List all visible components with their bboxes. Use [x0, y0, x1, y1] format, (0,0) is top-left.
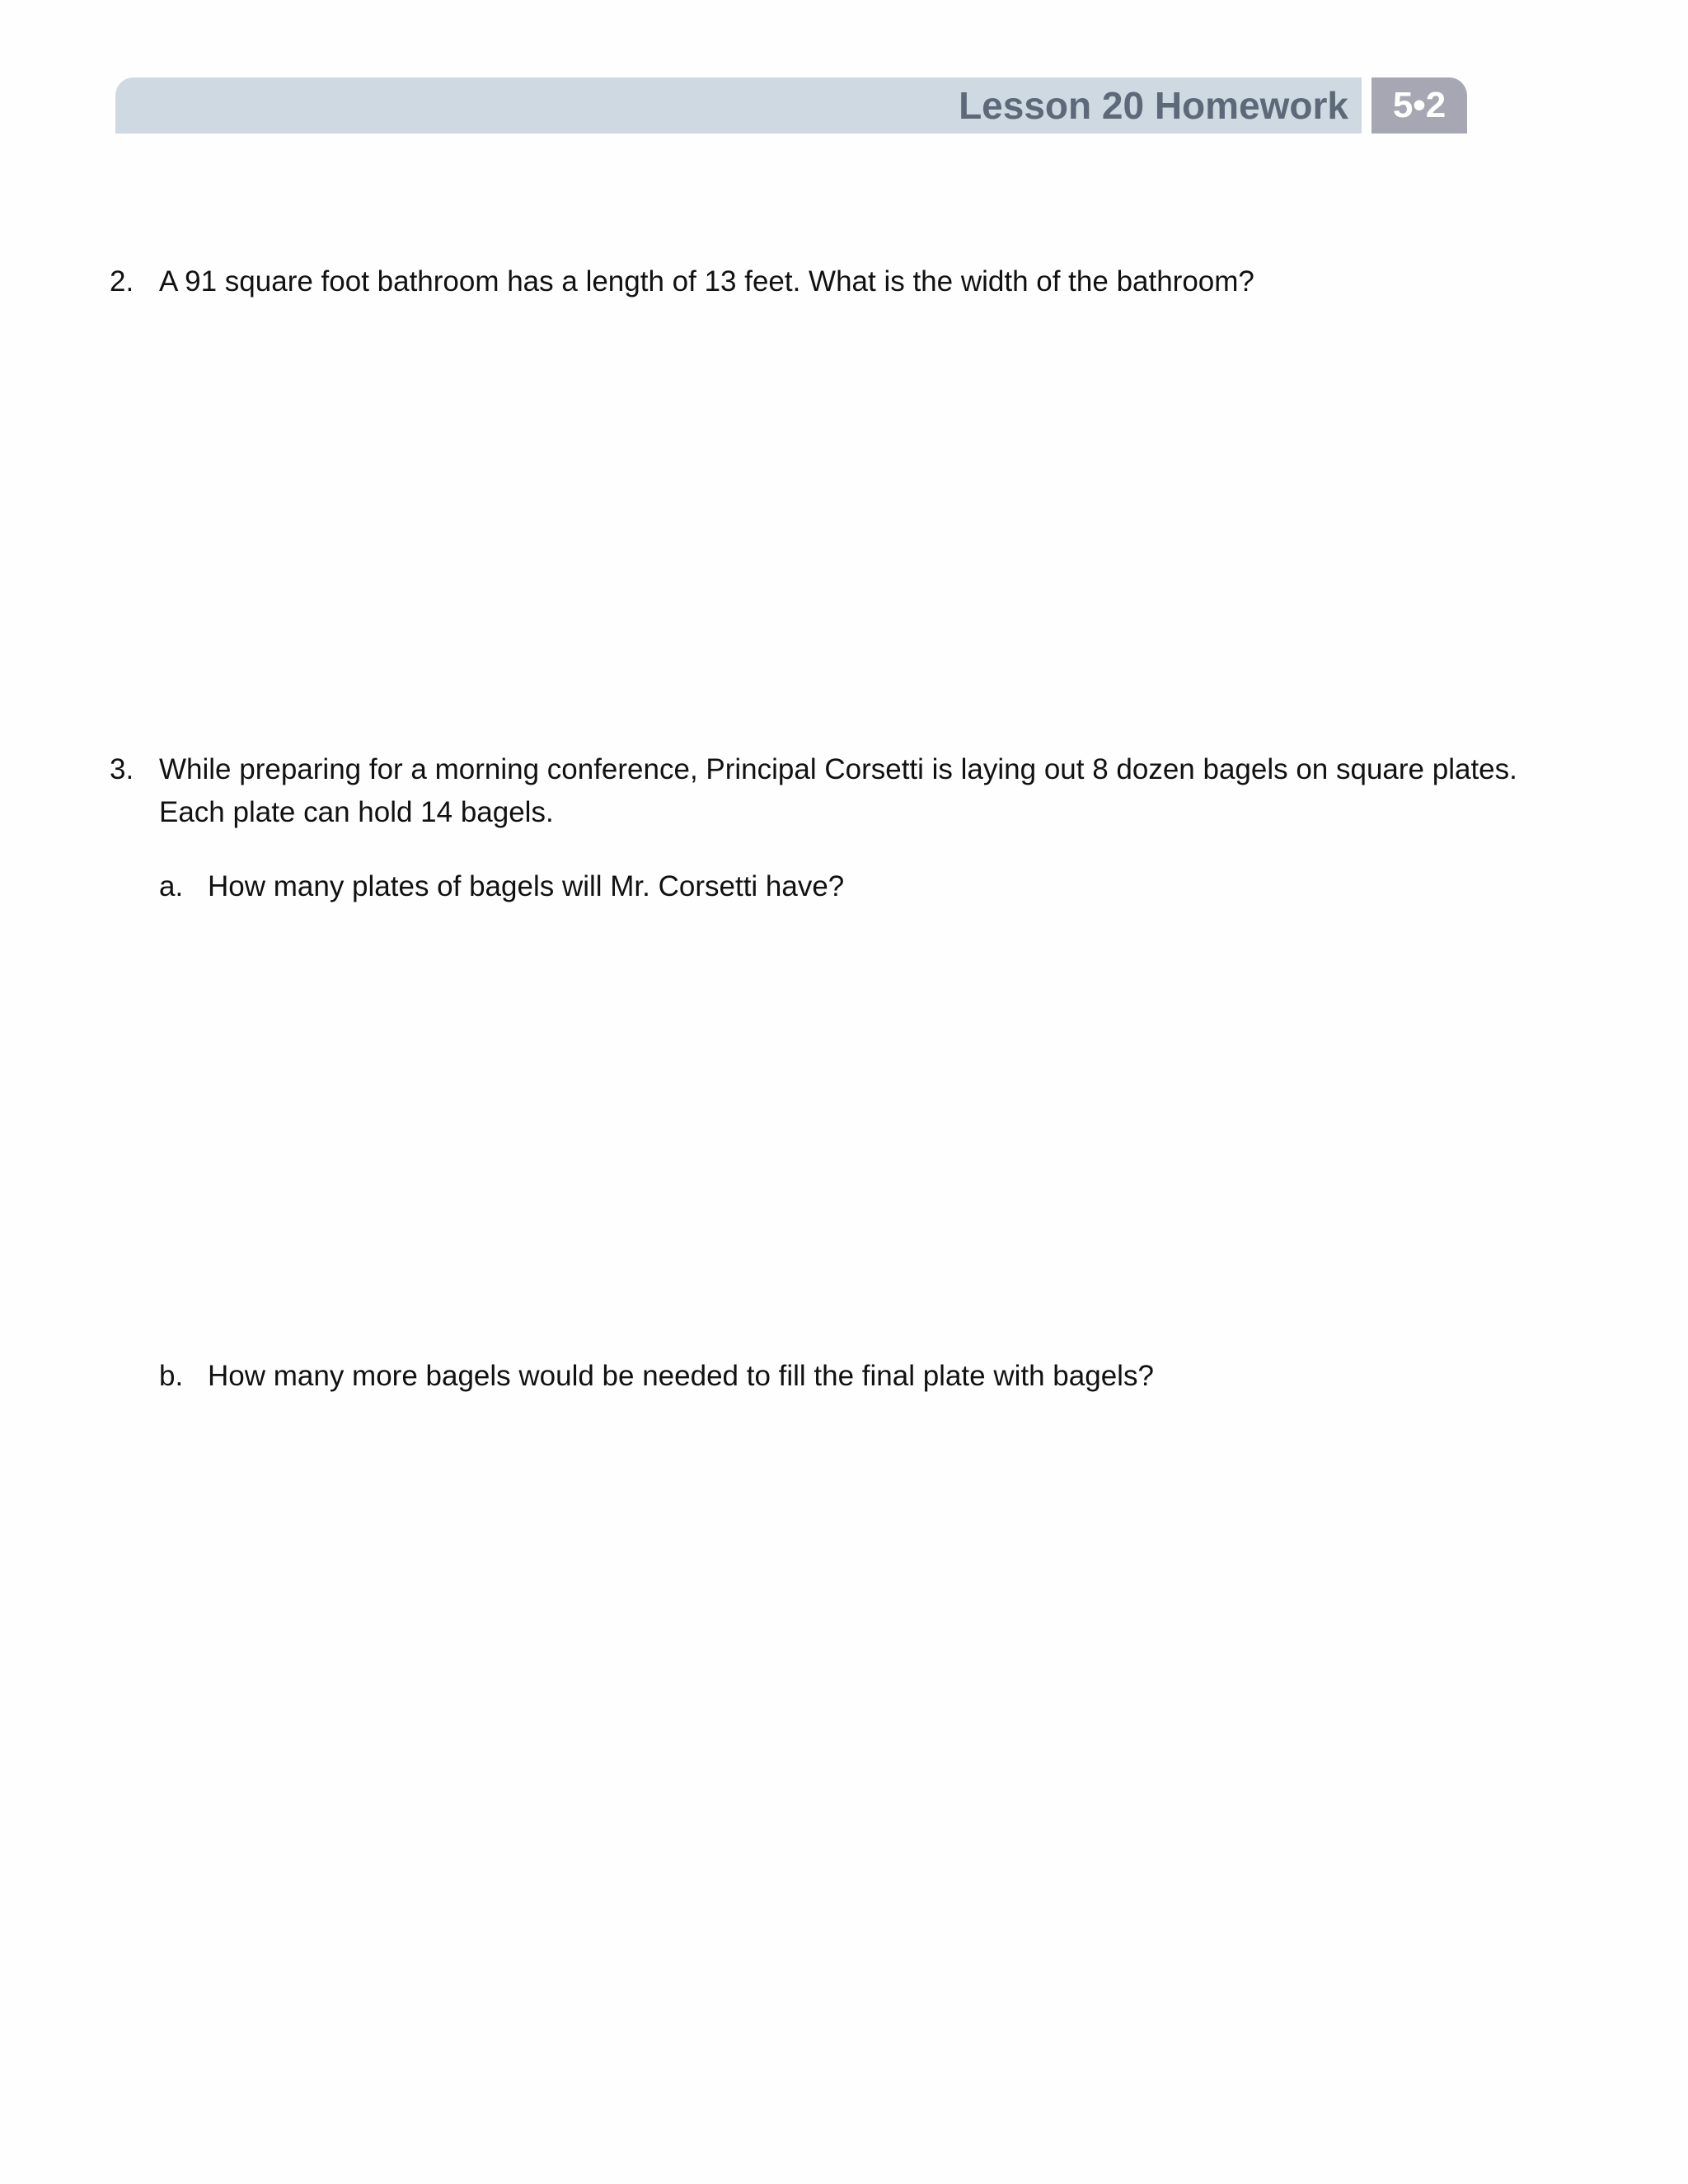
question-number: 3. — [110, 753, 134, 785]
module-badge: 5•2 — [1372, 77, 1467, 134]
question-text: A 91 square foot bathroom has a length of 13 feet. What is the width of the bathroom? — [159, 265, 1254, 298]
part-label: b. — [159, 1360, 184, 1392]
question-text-line-1: While preparing for a morning conference, Principal Corsetti is laying out 8 dozen bagels on square plates. — [159, 753, 1517, 785]
part-text: How many plates of bagels will Mr. Corsetti have? — [208, 870, 845, 902]
part-label: a. — [159, 870, 184, 902]
question-number: 2. — [110, 265, 134, 298]
part-text: How many more bagels would be needed to fill the final plate with bagels? — [208, 1360, 1154, 1392]
question-text-line-2: Each plate can hold 14 bagels. — [159, 796, 554, 828]
lesson-title: Lesson 20 Homework — [959, 84, 1348, 127]
